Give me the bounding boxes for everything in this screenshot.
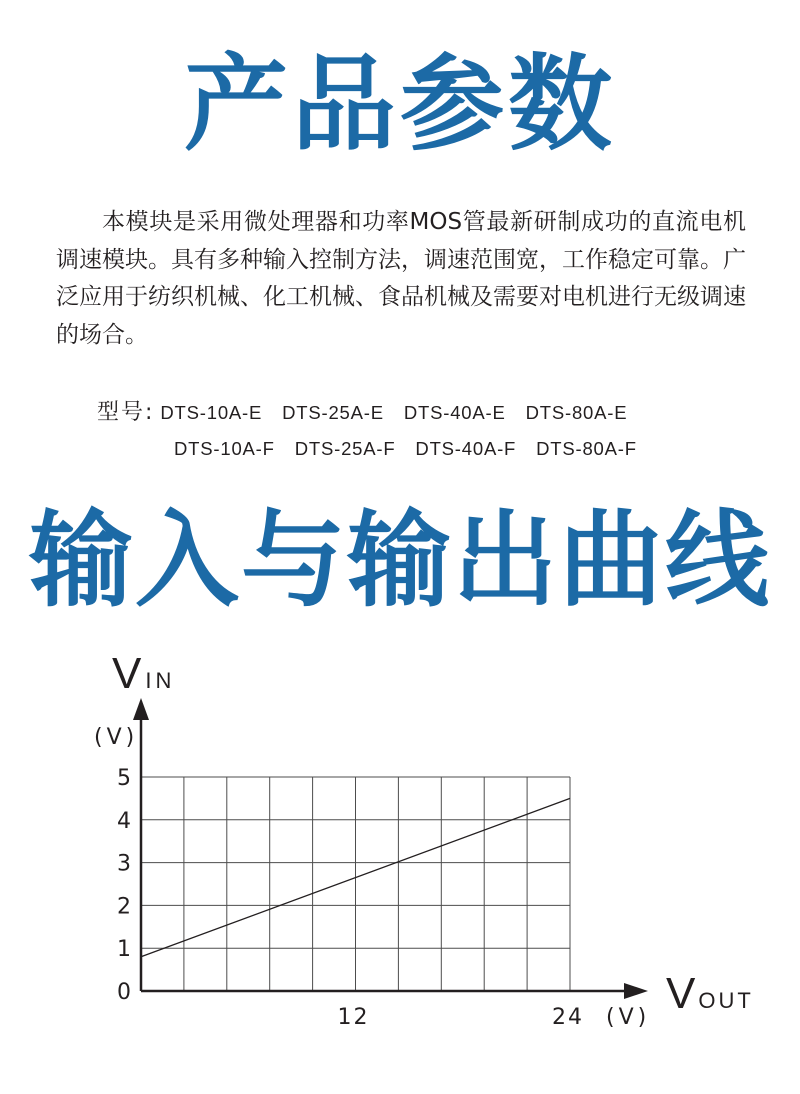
y-axis-arrow [133, 698, 149, 720]
model-code: DTS-40A-E [403, 402, 506, 423]
y-tick-label: 0 [117, 980, 131, 1005]
model-code: DTS-80A-E [525, 402, 628, 423]
model-list-row-2 [174, 438, 651, 460]
product-description: 本模块是采用微处理器和功率MOS管最新研制成功的直流电机调速模块。具有多种输入控制方法，调速范围宽，工作稳定可靠。广泛应用于纺织机械、化工机械、食品机械及需要对电机进行无级调速的场合。 [56, 209, 746, 348]
y-tick-label: 5 [117, 766, 131, 791]
section-title: 输入与输出曲线 [28, 499, 771, 621]
model-code: DTS-80A-F [536, 438, 637, 459]
input-output-chart [0, 640, 800, 1050]
y-axis-label: VIN [112, 649, 176, 698]
y-tick-label: 4 [117, 808, 131, 834]
model-label: 型号: [97, 400, 155, 425]
x-axis-unit: (V) [606, 1005, 651, 1030]
x-tick-label: 24 [552, 1005, 584, 1030]
model-code: DTS-40A-F [415, 438, 517, 459]
y-tick-label: 2 [117, 894, 131, 920]
model-code: DTS-10A-E [160, 402, 263, 423]
page-title: 产品参数 [183, 43, 616, 165]
model-code: DTS-25A-E [282, 402, 384, 423]
chart-axes [133, 698, 648, 999]
y-tick-label: 3 [117, 851, 131, 877]
y-tick-label: 1 [117, 937, 131, 963]
model-code: DTS-25A-F [294, 438, 396, 459]
x-axis-arrow [624, 983, 648, 999]
model-code: DTS-10A-F [174, 438, 275, 459]
chart-grid [141, 777, 570, 991]
model-list-row-1 [97, 395, 641, 426]
x-tick-label: 12 [337, 1005, 370, 1030]
x-axis-label: VOUT [666, 969, 754, 1018]
y-axis-unit: (V) [94, 725, 139, 750]
